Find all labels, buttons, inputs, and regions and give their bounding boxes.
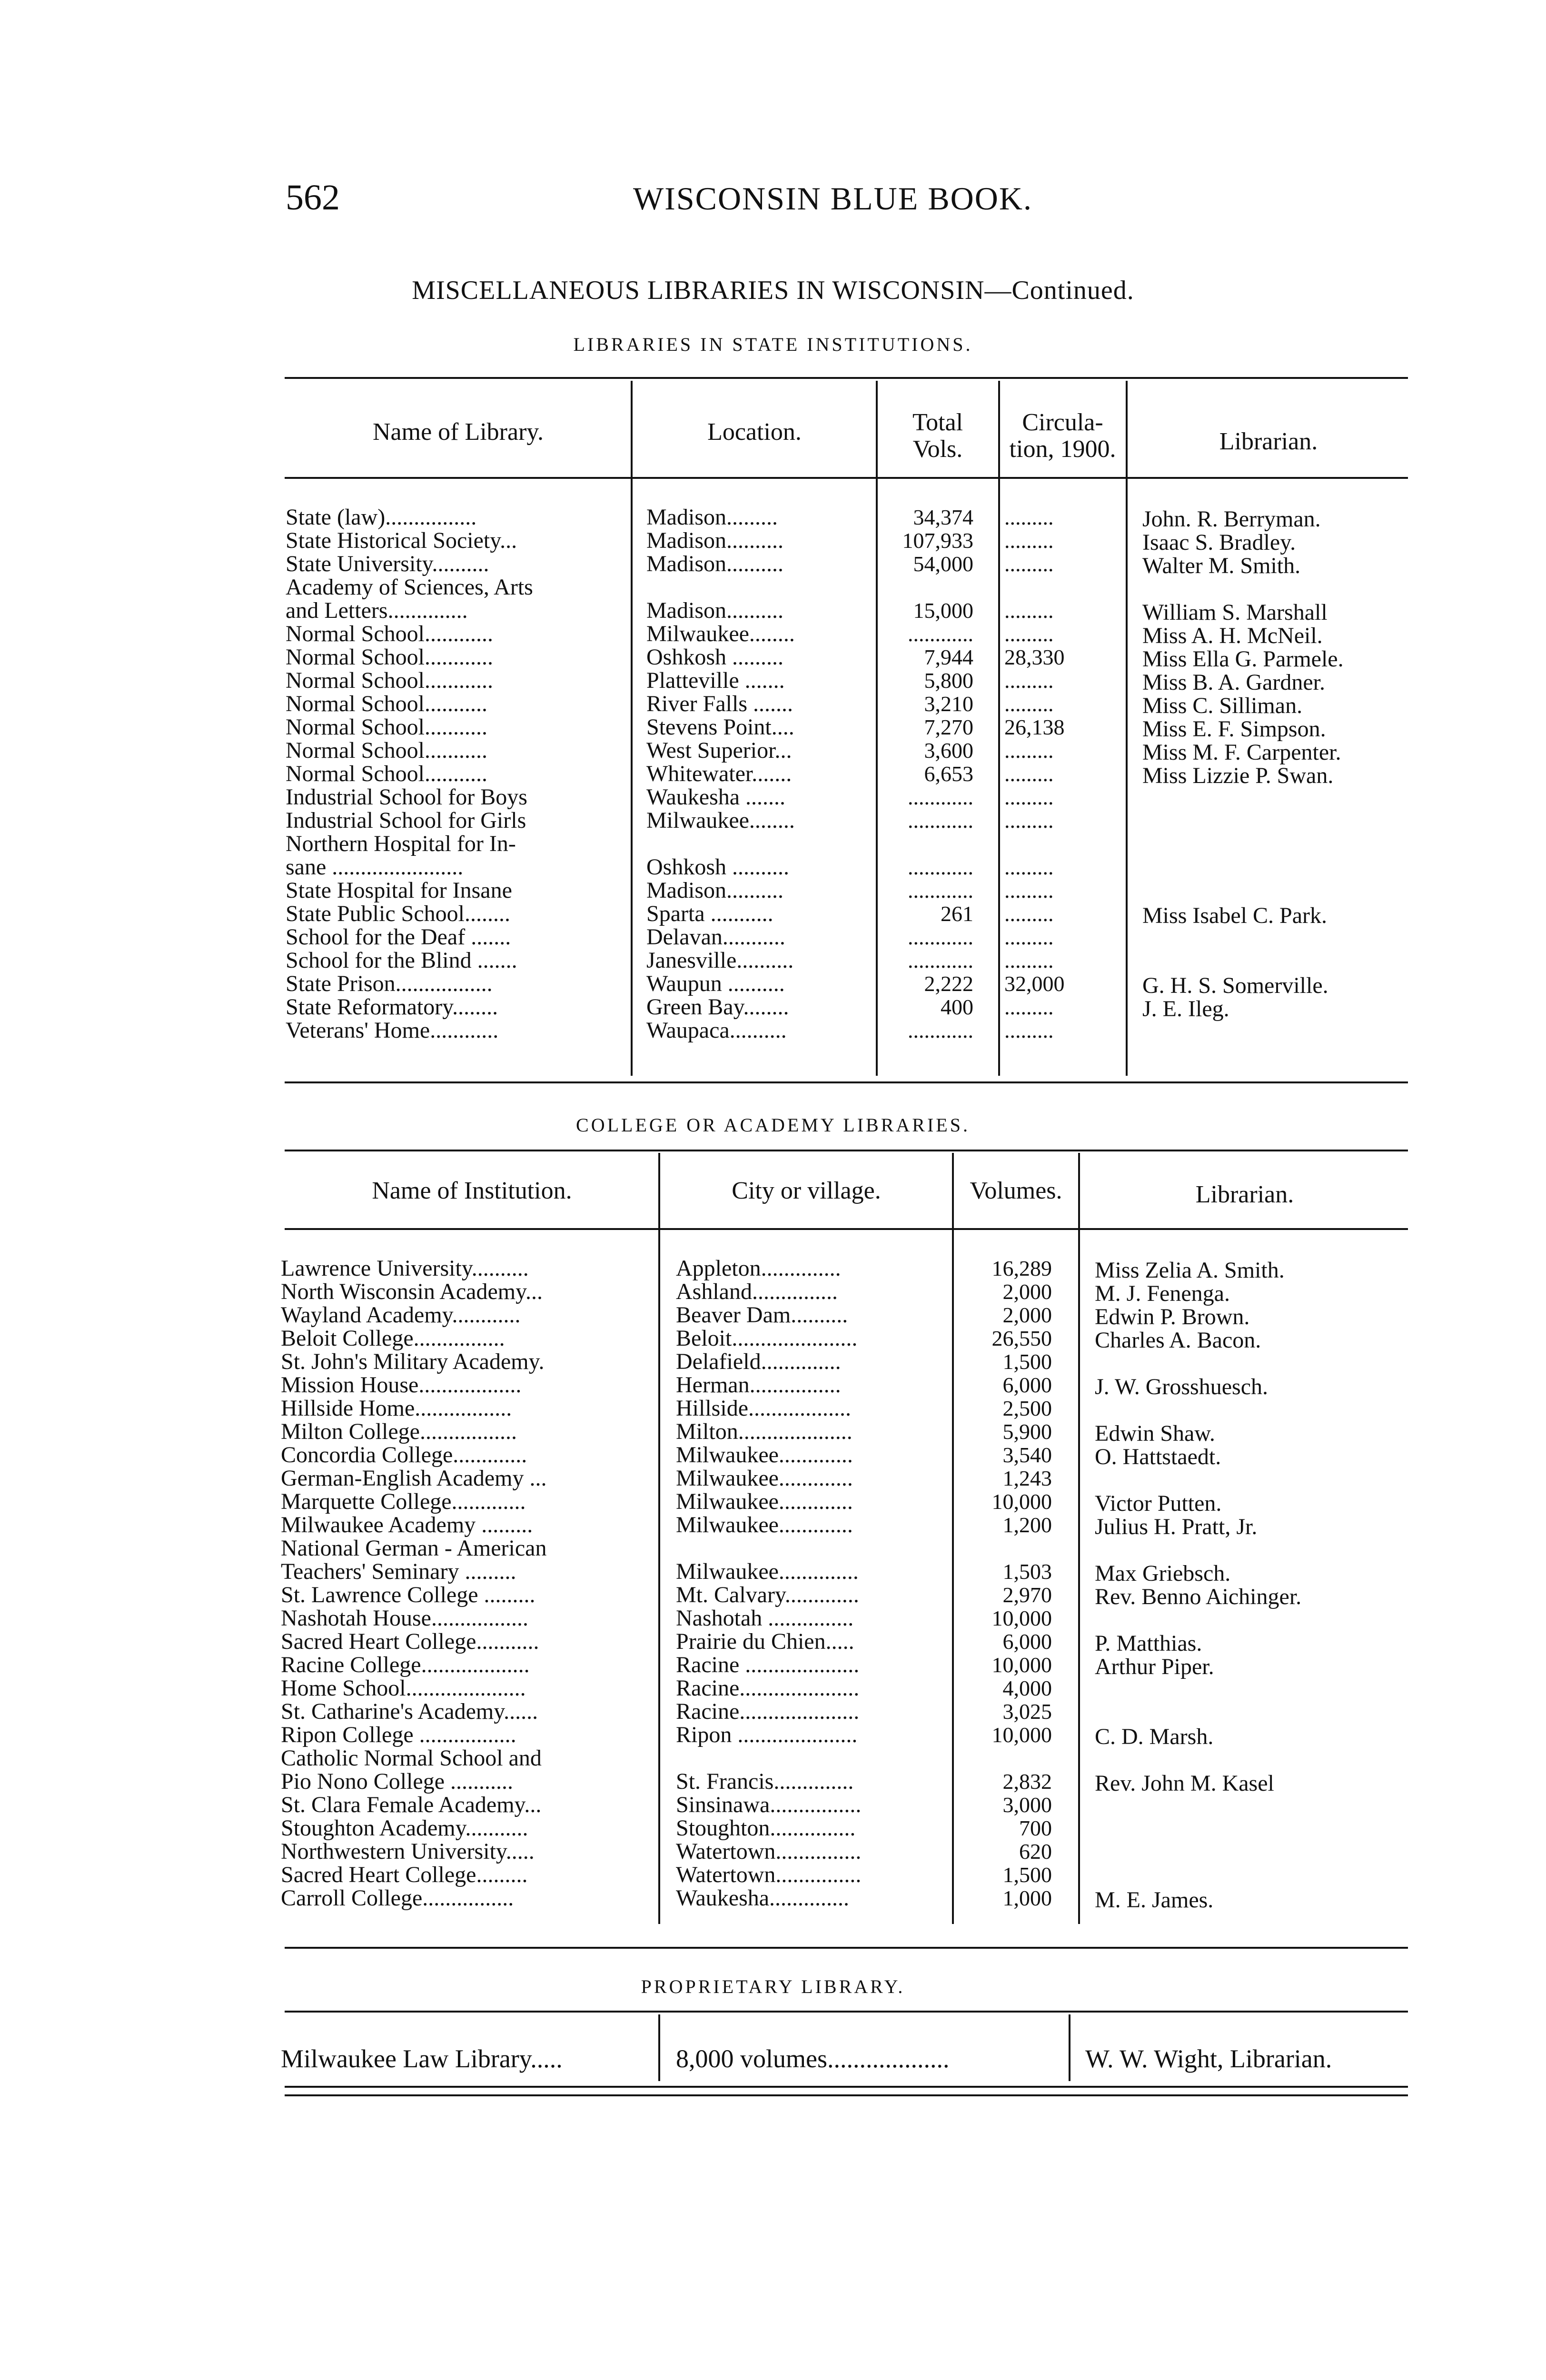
institution-librarian: M. E. James. — [1095, 1888, 1214, 1912]
library-location: Stevens Point.... — [646, 715, 794, 739]
library-total-vols: 2,222 — [924, 972, 973, 996]
library-name: State Reformatory........ — [286, 995, 498, 1019]
library-total-vols: 6,653 — [924, 762, 973, 786]
institution-city: Milwaukee.............. — [676, 1560, 859, 1584]
library-location: Madison......... — [646, 506, 778, 529]
library-name: Northern Hospital for In- — [286, 832, 516, 856]
institution-name: Racine College................... — [281, 1653, 530, 1677]
column-divider — [998, 381, 1000, 1076]
library-location: Oshkosh ......... — [646, 645, 784, 669]
institution-librarian: C. D. Marsh. — [1095, 1725, 1214, 1749]
institution-volumes: 5,900 — [1002, 1420, 1052, 1444]
institution-city: Milwaukee............. — [676, 1443, 853, 1467]
institution-name: Milwaukee Academy ......... — [281, 1513, 533, 1537]
institution-city: Milton.................... — [676, 1420, 852, 1444]
library-name: Normal School........... — [286, 762, 487, 786]
library-name: Veterans' Home............ — [286, 1019, 499, 1042]
institution-city: Prairie du Chien..... — [676, 1630, 854, 1654]
institution-volumes: 10,000 — [991, 1723, 1052, 1747]
library-name: and Letters.............. — [286, 599, 468, 623]
col-header-vols — [878, 409, 997, 463]
institution-name: St. Lawrence College ......... — [281, 1583, 535, 1607]
institution-city: Racine..................... — [676, 1676, 860, 1700]
institution-volumes: 2,970 — [1002, 1583, 1052, 1607]
library-circulation: 32,000 — [1004, 972, 1065, 996]
library-location: Milwaukee........ — [646, 622, 795, 646]
institution-city: Racine .................... — [676, 1653, 860, 1677]
table-bottom-rule — [285, 1947, 1408, 1949]
col-header-name: Name of Library. — [372, 418, 544, 446]
institution-volumes: 2,832 — [1002, 1770, 1052, 1794]
library-name: State University.......... — [286, 552, 489, 576]
library-librarian: Walter M. Smith. — [1142, 554, 1301, 578]
library-circulation: ......... — [1004, 809, 1054, 833]
institution-name: St. Clara Female Academy... — [281, 1793, 542, 1817]
library-circulation: ......... — [1004, 902, 1054, 926]
running-title: WISCONSIN BLUE BOOK. — [633, 180, 1032, 217]
library-librarian: William S. Marshall — [1142, 601, 1328, 625]
library-name: State (law)................ — [286, 506, 477, 529]
library-name: School for the Deaf ....... — [286, 925, 511, 949]
library-name: Normal School............ — [286, 669, 493, 693]
library-total-vols: 54,000 — [913, 552, 973, 576]
institution-city: Watertown............... — [676, 1840, 862, 1864]
proprietary-librarian: W. W. Wight, Librarian. — [1085, 2044, 1332, 2073]
library-total-vols: ............ — [908, 879, 973, 902]
library-name: Academy of Sciences, Arts — [286, 575, 533, 599]
page-number: 562 — [286, 178, 340, 218]
library-total-vols: 7,270 — [924, 715, 973, 739]
library-circulation: ......... — [1004, 692, 1054, 716]
institution-name: Carroll College................ — [281, 1886, 514, 1910]
institution-name: Milton College................. — [281, 1420, 517, 1444]
column-divider — [1069, 2014, 1070, 2081]
library-librarian: John. R. Berryman. — [1142, 507, 1321, 531]
institution-name: National German - American — [281, 1537, 547, 1560]
library-circulation: 28,330 — [1004, 645, 1065, 669]
library-name: State Public School........ — [286, 902, 510, 926]
library-location: Green Bay........ — [646, 995, 789, 1019]
library-name: Normal School............ — [286, 645, 493, 669]
institution-librarian: O. Hattstaedt. — [1095, 1445, 1221, 1469]
library-circulation: ......... — [1004, 529, 1054, 553]
column-divider — [876, 381, 878, 1076]
library-location: Whitewater....... — [646, 762, 792, 786]
institution-city: Ripon ..................... — [676, 1723, 858, 1747]
section-caption-state: LIBRARIES IN STATE INSTITUTIONS. — [573, 334, 973, 355]
library-location: River Falls ....... — [646, 692, 793, 716]
library-name: State Historical Society... — [286, 529, 517, 553]
column-divider — [1126, 381, 1128, 1076]
institution-name: St. Catharine's Academy...... — [281, 1700, 538, 1724]
institution-name: Teachers' Seminary ......... — [281, 1560, 516, 1584]
library-circulation: ......... — [1004, 762, 1054, 786]
institution-librarian: Victor Putten. — [1095, 1492, 1222, 1516]
institution-city: Hillside.................. — [676, 1397, 851, 1420]
institution-name: Wayland Academy............ — [281, 1303, 521, 1327]
institution-name: Concordia College............. — [281, 1443, 527, 1467]
library-name: Normal School........... — [286, 692, 487, 716]
col-header-circ-line1: Circula- — [1022, 409, 1103, 436]
library-circulation: ......... — [1004, 995, 1054, 1019]
library-name: Industrial School for Girls — [286, 809, 526, 833]
library-total-vols: ............ — [908, 925, 973, 949]
institution-name: Catholic Normal School and — [281, 1746, 542, 1770]
library-librarian: J. E. Ileg. — [1142, 997, 1229, 1021]
institution-volumes: 620 — [1019, 1840, 1052, 1864]
library-location: Madison.......... — [646, 552, 783, 576]
library-name: Industrial School for Boys — [286, 785, 527, 809]
institution-librarian: Miss Zelia A. Smith. — [1095, 1259, 1285, 1282]
library-location: Madison.......... — [646, 599, 783, 623]
institution-name: North Wisconsin Academy... — [281, 1280, 543, 1304]
library-name: School for the Blind ....... — [286, 949, 517, 972]
library-location: Madison.......... — [646, 529, 783, 553]
institution-volumes: 2,000 — [1002, 1280, 1052, 1304]
col-header-circ-line2: tion, 1900. — [1009, 436, 1116, 463]
library-librarian: Miss A. H. McNeil. — [1142, 624, 1323, 648]
library-location: Delavan........... — [646, 925, 785, 949]
institution-volumes: 10,000 — [991, 1490, 1052, 1514]
library-total-vols: ............ — [908, 1019, 973, 1042]
library-location: Waukesha ....... — [646, 785, 786, 809]
institution-volumes: 10,000 — [991, 1606, 1052, 1630]
institution-city: Milwaukee............. — [676, 1513, 853, 1537]
library-librarian: G. H. S. Somerville. — [1142, 974, 1328, 998]
institution-city: St. Francis.............. — [676, 1770, 854, 1794]
library-circulation: ......... — [1004, 506, 1054, 529]
col-header-librarian: Librarian. — [1195, 1181, 1294, 1208]
library-total-vols: 15,000 — [913, 599, 973, 623]
library-librarian: Miss Ella G. Parmele. — [1142, 647, 1344, 671]
library-total-vols: ............ — [908, 855, 973, 879]
library-circulation: ......... — [1004, 552, 1054, 576]
institution-city: Racine..................... — [676, 1700, 860, 1724]
institution-name: Sacred Heart College......... — [281, 1863, 528, 1887]
library-circulation: ......... — [1004, 925, 1054, 949]
library-librarian: Isaac S. Bradley. — [1142, 531, 1296, 555]
page-heading: MISCELLANEOUS LIBRARIES IN WISCONSIN—Continued. — [412, 276, 1134, 305]
institution-city: Milwaukee............. — [676, 1467, 853, 1490]
library-total-vols: ............ — [908, 622, 973, 646]
institution-city: Watertown............... — [676, 1863, 862, 1887]
library-location: Janesville.......... — [646, 949, 794, 972]
institution-city: Stoughton............... — [676, 1816, 856, 1840]
column-divider — [631, 381, 633, 1076]
library-location: Oshkosh .......... — [646, 855, 790, 879]
library-circulation: ......... — [1004, 785, 1054, 809]
library-total-vols: 7,944 — [924, 645, 973, 669]
col-header-location: Location. — [707, 418, 802, 446]
column-divider — [658, 2014, 660, 2081]
institution-name: Hillside Home................. — [281, 1397, 512, 1420]
library-name: sane ....................... — [286, 855, 464, 879]
library-circulation: 26,138 — [1004, 715, 1065, 739]
library-total-vols: 5,800 — [924, 669, 973, 693]
institution-volumes: 16,289 — [991, 1257, 1052, 1280]
institution-volumes: 6,000 — [1002, 1630, 1052, 1654]
institution-volumes: 1,000 — [1002, 1886, 1052, 1910]
institution-volumes: 1,243 — [1002, 1467, 1052, 1490]
library-total-vols: 3,210 — [924, 692, 973, 716]
institution-name: Sacred Heart College........... — [281, 1630, 539, 1654]
library-location: Platteville ....... — [646, 669, 785, 693]
institution-librarian: Rev. John M. Kasel — [1095, 1772, 1274, 1795]
institution-name: Ripon College ................. — [281, 1723, 516, 1747]
institution-volumes: 10,000 — [991, 1653, 1052, 1677]
institution-city: Ashland............... — [676, 1280, 838, 1304]
section-caption-college: COLLEGE OR ACADEMY LIBRARIES. — [576, 1114, 970, 1136]
institution-city: Milwaukee............. — [676, 1490, 853, 1514]
library-total-vols: 34,374 — [913, 506, 973, 529]
library-location: Waupun .......... — [646, 972, 785, 996]
double-rule-top — [285, 2086, 1408, 2088]
col-header-circulation — [1000, 409, 1126, 463]
institution-city: Herman................ — [676, 1373, 841, 1397]
library-circulation: ......... — [1004, 599, 1054, 623]
library-total-vols: 107,933 — [902, 529, 973, 553]
institution-volumes: 4,000 — [1002, 1676, 1052, 1700]
institution-volumes: 1,500 — [1002, 1350, 1052, 1374]
library-librarian: Miss Isabel C. Park. — [1142, 904, 1327, 928]
institution-city: Nashotah ............... — [676, 1606, 854, 1630]
institution-city: Appleton.............. — [676, 1257, 841, 1280]
header-bottom-rule — [285, 477, 1408, 479]
institution-volumes: 1,503 — [1002, 1560, 1052, 1584]
institution-name: Nashotah House................. — [281, 1606, 528, 1630]
library-location: West Superior... — [646, 739, 792, 763]
proprietary-name: Milwaukee Law Library..... — [281, 2044, 563, 2073]
institution-librarian: Rev. Benno Aichinger. — [1095, 1585, 1302, 1609]
library-total-vols: 3,600 — [924, 739, 973, 763]
library-librarian: Miss B. A. Gardner. — [1142, 671, 1325, 694]
double-rule-bottom — [285, 2094, 1408, 2096]
col-header-vols-line2: Vols. — [912, 436, 963, 463]
institution-city: Waukesha.............. — [676, 1886, 850, 1910]
column-divider — [1078, 1153, 1080, 1924]
institution-volumes: 2,500 — [1002, 1397, 1052, 1420]
institution-librarian: Edwin Shaw. — [1095, 1422, 1215, 1446]
library-total-vols: ............ — [908, 785, 973, 809]
library-location: Milwaukee........ — [646, 809, 795, 833]
institution-name: Stoughton Academy........... — [281, 1816, 528, 1840]
institution-name: Pio Nono College ........... — [281, 1770, 513, 1794]
institution-city: Sinsinawa................ — [676, 1793, 862, 1817]
table-top-rule — [285, 377, 1408, 379]
section-caption-proprietary: PROPRIETARY LIBRARY. — [641, 1976, 905, 1997]
library-total-vols: 400 — [941, 995, 973, 1019]
library-circulation: ......... — [1004, 1019, 1054, 1042]
col-header-city: City or village. — [732, 1177, 881, 1204]
institution-city: Beloit...................... — [676, 1327, 858, 1350]
institution-city: Delafield.............. — [676, 1350, 841, 1374]
library-total-vols: ............ — [908, 949, 973, 972]
institution-librarian: M. J. Fenenga. — [1095, 1282, 1230, 1306]
library-circulation: ......... — [1004, 855, 1054, 879]
library-circulation: ......... — [1004, 949, 1054, 972]
library-librarian: Miss E. F. Simpson. — [1142, 717, 1326, 741]
institution-librarian: Charles A. Bacon. — [1095, 1329, 1261, 1352]
institution-librarian: Arthur Piper. — [1095, 1655, 1214, 1679]
library-total-vols: ............ — [908, 809, 973, 833]
library-name: Normal School............ — [286, 622, 493, 646]
institution-name: Mission House.................. — [281, 1373, 522, 1397]
institution-name: Beloit College................ — [281, 1327, 505, 1350]
col-header-vols-line1: Total — [912, 409, 963, 436]
col-header-institution: Name of Institution. — [372, 1177, 572, 1204]
institution-name: Home School..................... — [281, 1676, 526, 1700]
library-name: State Hospital for Insane — [286, 879, 512, 902]
proprietary-volumes: 8,000 volumes................... — [676, 2044, 950, 2073]
institution-volumes: 2,000 — [1002, 1303, 1052, 1327]
institution-name: Northwestern University..... — [281, 1840, 535, 1864]
institution-librarian: Max Griebsch. — [1095, 1562, 1231, 1586]
table-top-rule — [285, 1150, 1408, 1151]
institution-volumes: 1,200 — [1002, 1513, 1052, 1537]
library-name: Normal School........... — [286, 739, 487, 763]
institution-volumes: 700 — [1019, 1816, 1052, 1840]
table-bottom-rule — [285, 1081, 1408, 1083]
col-header-librarian: Librarian. — [1219, 428, 1318, 455]
institution-name: German-English Academy ... — [281, 1467, 547, 1490]
institution-volumes: 3,000 — [1002, 1793, 1052, 1817]
column-divider — [658, 1153, 660, 1924]
institution-volumes: 26,550 — [991, 1327, 1052, 1350]
institution-name: Marquette College............. — [281, 1490, 526, 1514]
col-header-volumes: Volumes. — [970, 1177, 1062, 1204]
institution-volumes: 1,500 — [1002, 1863, 1052, 1887]
library-librarian: Miss Lizzie P. Swan. — [1142, 764, 1334, 788]
institution-librarian: Edwin P. Brown. — [1095, 1305, 1250, 1329]
institution-librarian: Julius H. Pratt, Jr. — [1095, 1515, 1258, 1539]
library-location: Sparta ........... — [646, 902, 773, 926]
library-circulation: ......... — [1004, 622, 1054, 646]
institution-volumes: 3,025 — [1002, 1700, 1052, 1724]
library-name: State Prison................. — [286, 972, 493, 996]
library-librarian: Miss C. Silliman. — [1142, 694, 1303, 718]
library-name: Normal School........... — [286, 715, 487, 739]
institution-volumes: 6,000 — [1002, 1373, 1052, 1397]
column-divider — [952, 1153, 954, 1924]
library-total-vols: 261 — [941, 902, 973, 926]
library-librarian: Miss M. F. Carpenter. — [1142, 741, 1341, 764]
header-bottom-rule — [285, 1228, 1408, 1230]
institution-name: Lawrence University.......... — [281, 1257, 529, 1280]
library-circulation: ......... — [1004, 669, 1054, 693]
institution-librarian: J. W. Grosshuesch. — [1095, 1375, 1269, 1399]
institution-name: St. John's Military Academy. — [281, 1350, 545, 1374]
table-top-rule — [285, 2011, 1408, 2013]
institution-librarian: P. Matthias. — [1095, 1632, 1202, 1656]
institution-volumes: 3,540 — [1002, 1443, 1052, 1467]
library-location: Madison.......... — [646, 879, 783, 902]
institution-city: Mt. Calvary............. — [676, 1583, 859, 1607]
institution-city: Beaver Dam.......... — [676, 1303, 848, 1327]
library-location: Waupaca.......... — [646, 1019, 787, 1042]
library-circulation: ......... — [1004, 879, 1054, 902]
library-circulation: ......... — [1004, 739, 1054, 763]
